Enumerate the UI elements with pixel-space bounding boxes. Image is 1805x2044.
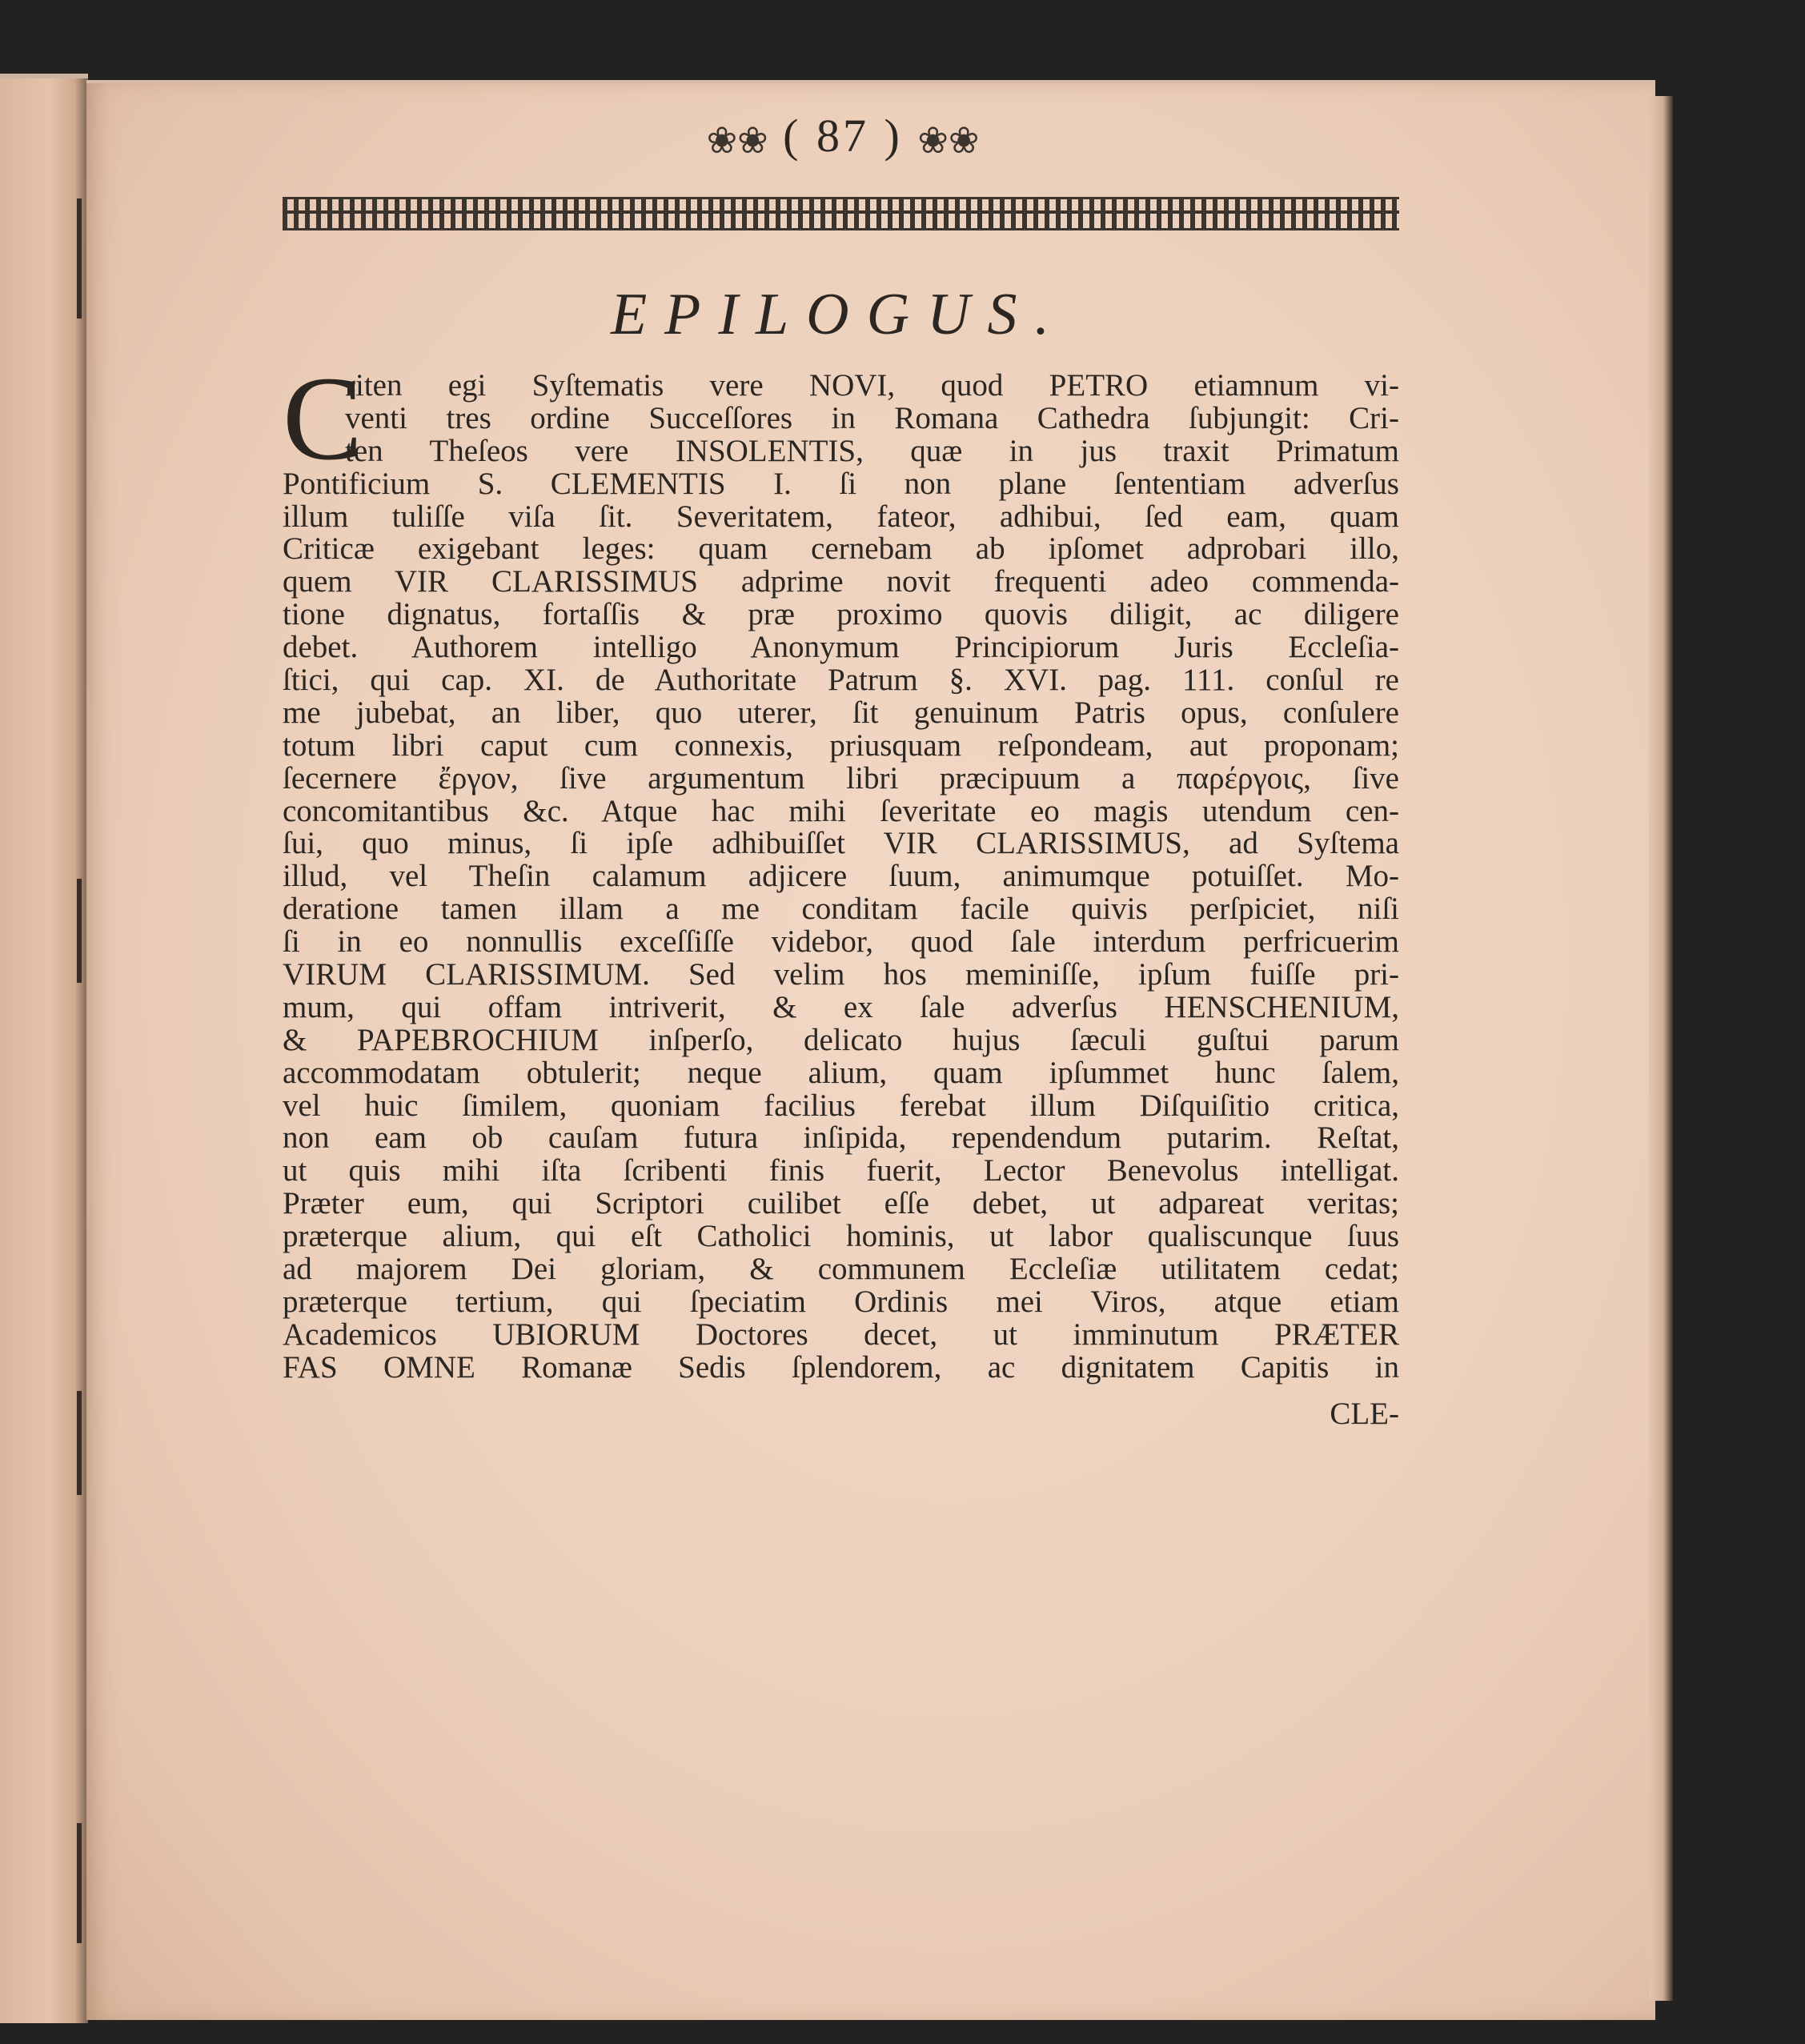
text-line: venti tres ordine Succeſſores in Romana Cathedra ſubjungit: Cri- [345,402,1399,435]
catchword: CLE- [1330,1396,1399,1431]
body-text [283,352,1399,1385]
text-line: & PAPEBROCHIUM inſperſo, delicato hujus ſæculi guſtui parum [283,1024,1399,1057]
page-content [195,104,1399,1432]
text-line: Academicos UBIORUM Doctores decet, ut imminutum PRÆTER [283,1318,1399,1352]
text-line: ut quis mihi iſta ſcribenti finis fuerit, Lector Benevolus intelligat. [283,1155,1399,1188]
page-header [291,104,1395,168]
text-line: VIRUM CLARISSIMUM. Sed velim hos meminiſſe, ipſum fuiſſe pri- [283,959,1399,992]
text-line: accommodatam obtulerit; neque alium, quam ipſummet hunc ſalem, [283,1056,1399,1090]
text-line: ſi in eo nonnullis exceſſiſſe videbor, quod ſale interdum perfricuerim [283,926,1399,960]
text-line: præterque tertium, qui ſpeciatim Ordinis mei Viros, atque etiam [283,1285,1399,1319]
binding-mark [77,1823,82,1943]
text-line: quem VIR CLARISSIMUS adprime novit frequenti adeo commenda- [283,566,1399,599]
text-line: ten Theſeos vere INSOLENTIS, quæ in jus traxit Primatum [345,435,1399,468]
text-line: Præter eum, qui Scriptori cuilibet eſſe debet, ut adpareat veritas; [283,1188,1399,1221]
text-line: mum, qui offam intriverit, & ex ſale adverſus HENSCHENIUM, [283,991,1399,1024]
chapter-title: EPILOGUS. [610,282,1068,347]
binding-mark [77,879,82,983]
text-line: præterque alium, qui eſt Catholici hominis, ut labor qualiscunque ſuus [283,1220,1399,1254]
text-line: deratione tamen illam a me conditam facile quivis perſpiciet, niſi [283,893,1399,927]
text-line: illud, vel Theſin calamum adjicere ſuum, animumque potuiſſet. Mo- [283,860,1399,894]
text-line: ſecernere ἔργον, ſive argumentum libri præcipuum a παρέργοις, ſive [283,762,1399,796]
ornamental-rule [283,197,1399,230]
text-line: Pontificium S. CLEMENTIS I. ſi non plane ſententiam adverſus [283,467,1399,501]
ornament-left-icon: ❀❀ [706,119,768,161]
binding-mark [77,198,82,319]
text-line: illum tuliſſe viſa ſit. Severitatem, fateor, adhibui, ſed eam, quam [283,500,1399,534]
text-line: concomitantibus &c. Atque hac mihi ſeveritate eo magis utendum cen- [283,795,1399,828]
text-line: ſtici, qui cap. XI. de Authoritate Patrum §. XVI. pag. 111. conſul re [283,664,1399,697]
text-line: me jubebat, an liber, quo uterer, ſit genuinum Patris opus, conſulere [283,696,1399,730]
left-page-edge [0,74,88,2023]
text-line: vel huic ſimilem, quoniam facilius ferebat illum Diſquiſitio critica, [283,1089,1399,1123]
text-line: ſui, quo minus, ſi ipſe adhibuiſſet VIR CLARISSIMUS, ad Syſtema [283,828,1399,861]
text-line: riten egi Syſtematis vere NOVI, quod PETRO etiamnum vi- [345,370,1399,403]
text-line: non eam ob cauſam futura inſipida, rependendum putarim. Reſtat, [283,1122,1399,1156]
binding-mark [77,1391,82,1495]
text-line: Criticæ exigebant leges: quam cernebam ab ipſomet adprobari illo, [283,533,1399,567]
text-line: tione dignatus, fortaſſis & præ proximo quovis diligit, ac diligere [283,599,1399,632]
page-number: ( 87 ) [783,110,903,162]
text-line: FAS OMNE Romanæ Sedis ſplendorem, ac dignitatem Capitis in [283,1351,1399,1385]
page-edge [1649,96,1673,2001]
text-line: debet. Authorem intelligo Anonymum Principiorum Juris Eccleſia- [283,631,1399,665]
text-line: totum libri caput cum connexis, priusquam reſpondeam, aut proponam; [283,729,1399,763]
drop-cap: C [283,352,363,485]
text-line: ad majorem Dei gloriam, & communem Eccleſiæ utilitatem cedat; [283,1253,1399,1286]
ornament-right-icon: ❀❀ [917,119,980,161]
